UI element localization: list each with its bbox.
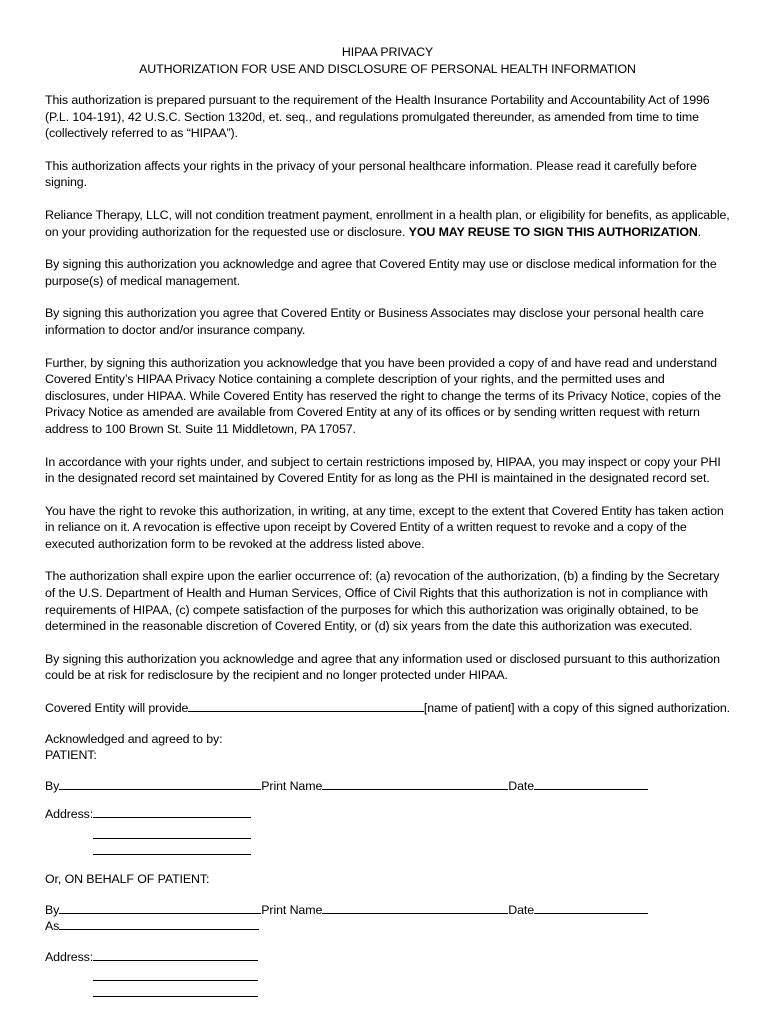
representative-signature-field[interactable] xyxy=(59,902,261,914)
print-name-label: Print Name xyxy=(261,902,323,917)
date-label: Date xyxy=(508,902,535,917)
paragraph-expiration: The authorization shall expire upon the earlier occurrence of: (a) revocation of the authorization, (b) a finding by the Secretary of the U.S. Department of Health and Human Services, Office of Civil Rights that this authorization is not in compliance with requirements of HIPAA, (c) compete satisfaction of the purposes for which this authorization was originally obtained, to be determined in the reasonable discretion of Covered Entity, or (d) six years from the date this authorization was executed. xyxy=(45,569,720,634)
address-label: Address: xyxy=(45,807,94,822)
reuse-to-sign-notice: YOU MAY REUSE TO SIGN THIS AUTHORIZATION xyxy=(408,224,698,239)
by-label: By xyxy=(45,778,60,793)
paragraph-inspect-phi: In accordance with your rights under, and subject to certain restrictions imposed by, HIPAA, you may inspect or copy your PHI in the designated record set maintained by Covered Entity for as long as the PHI is maintained in the designated record set. xyxy=(45,454,721,486)
date-label: Date xyxy=(508,778,535,793)
covered-entity-prefix: Covered Entity will provide xyxy=(45,701,189,716)
representative-address-extra-lines xyxy=(93,969,730,997)
paragraph-business-associates: By signing this authorization you agree that Covered Entity or Business Associates may disclose your personal health care information to doctor and/or insurance company. xyxy=(45,306,704,337)
representative-address-row xyxy=(45,949,730,966)
representative-address-line-2[interactable] xyxy=(93,969,258,981)
document-header xyxy=(45,44,730,78)
representative-address-line-1[interactable] xyxy=(93,949,258,961)
on-behalf-label: Or, ON BEHALF OF PATIENT: xyxy=(45,872,210,886)
document-subtitle: AUTHORIZATION FOR USE AND DISCLOSURE OF PERSONAL HEALTH INFORMATION xyxy=(139,62,636,76)
patient-label: PATIENT: xyxy=(45,748,97,763)
paragraph-privacy-notice: Further, by signing this authorization you acknowledge that you have been provided a copy of and have read and understand Covered Entity’s HIPAA Privacy Notice containing a complete description of your rights, and the permitted uses and disclosures, under HIPAA. While Covered Entity has reserved the right to change the terms of its Privacy Notice, copies of the Privacy Notice as amended are available from Covered Entity at any of its offices or by sending written request with return address to 100 Brown St. Suite 11 Middletown, PA 17057. xyxy=(45,355,721,436)
patient-address-line-1[interactable] xyxy=(93,806,251,818)
patient-print-name-field[interactable] xyxy=(322,778,508,790)
acknowledged-label: Acknowledged and agreed to by: xyxy=(45,731,223,746)
document-title: HIPAA PRIVACY xyxy=(341,45,434,59)
no-condition-end: . xyxy=(697,224,702,239)
paragraph-rights-notice: This authorization affects your rights in the privacy of your personal healthcare information. Please read it carefully before signing. xyxy=(45,158,697,190)
authorization-document xyxy=(45,44,730,997)
address-label: Address: xyxy=(45,949,94,964)
patient-name-field[interactable] xyxy=(188,700,424,712)
no-condition-text: Reliance Therapy, LLC, will not condition treatment payment, enrollment in a health plan, or eligibility for benefits, as applicable, on your providing authorization for the requested use or disclosure. xyxy=(45,207,730,239)
representative-print-name-field[interactable] xyxy=(322,902,508,914)
acknowledgement-block xyxy=(45,731,730,764)
representative-address-line-3[interactable] xyxy=(93,985,258,997)
representative-signature-row xyxy=(45,902,730,919)
paragraph-revocation: You have the right to revoke this authorization, in writing, at any time, except to the extent that Covered Entity has taken action in reliance on it. A revocation is effective upon receipt by Covered Entity of a written request to revoke and a copy of the executed authorization form to be revoked at the address listed above. xyxy=(45,503,724,551)
by-label: By xyxy=(45,902,60,917)
representative-as-row xyxy=(45,918,730,935)
paragraph-hipaa-basis: This authorization is prepared pursuant to the requirement of the Health Insurance Portability and Accountability Act of 1996 (P.L. 104-191), 42 U.S.C. Section 1320d, et. seq., and regulations promulgated thereunder, as amended from time to time (collectively referred to as “HIPAA”). xyxy=(45,93,710,141)
patient-address-line-3[interactable] xyxy=(93,843,251,855)
paragraph-redisclosure: By signing this authorization you acknowledge and agree that any information used or disclosed pursuant to this authorization could be at risk for redisclosure by the recipient and no longer protected under HIPAA. xyxy=(45,651,720,683)
patient-address-extra-lines xyxy=(93,827,730,855)
as-label: As xyxy=(45,919,60,934)
covered-entity-line xyxy=(45,700,730,717)
patient-address-row xyxy=(45,806,730,823)
representative-date-field[interactable] xyxy=(534,902,648,914)
patient-date-field[interactable] xyxy=(534,778,648,790)
print-name-label: Print Name xyxy=(261,778,323,793)
paragraph-no-condition xyxy=(45,207,730,240)
representative-address-block xyxy=(45,949,730,998)
patient-signature-row xyxy=(45,778,730,795)
patient-address-line-2[interactable] xyxy=(93,827,251,839)
paragraph-medical-management: By signing this authorization you acknowledge and agree that Covered Entity may use or disclose medical information for the purpose(s) of medical management. xyxy=(45,257,717,288)
patient-signature-field[interactable] xyxy=(59,778,261,790)
covered-entity-suffix: [name of patient] with a copy of this signed authorization. xyxy=(423,701,730,716)
patient-address-block xyxy=(45,806,730,855)
representative-capacity-field[interactable] xyxy=(59,918,259,930)
